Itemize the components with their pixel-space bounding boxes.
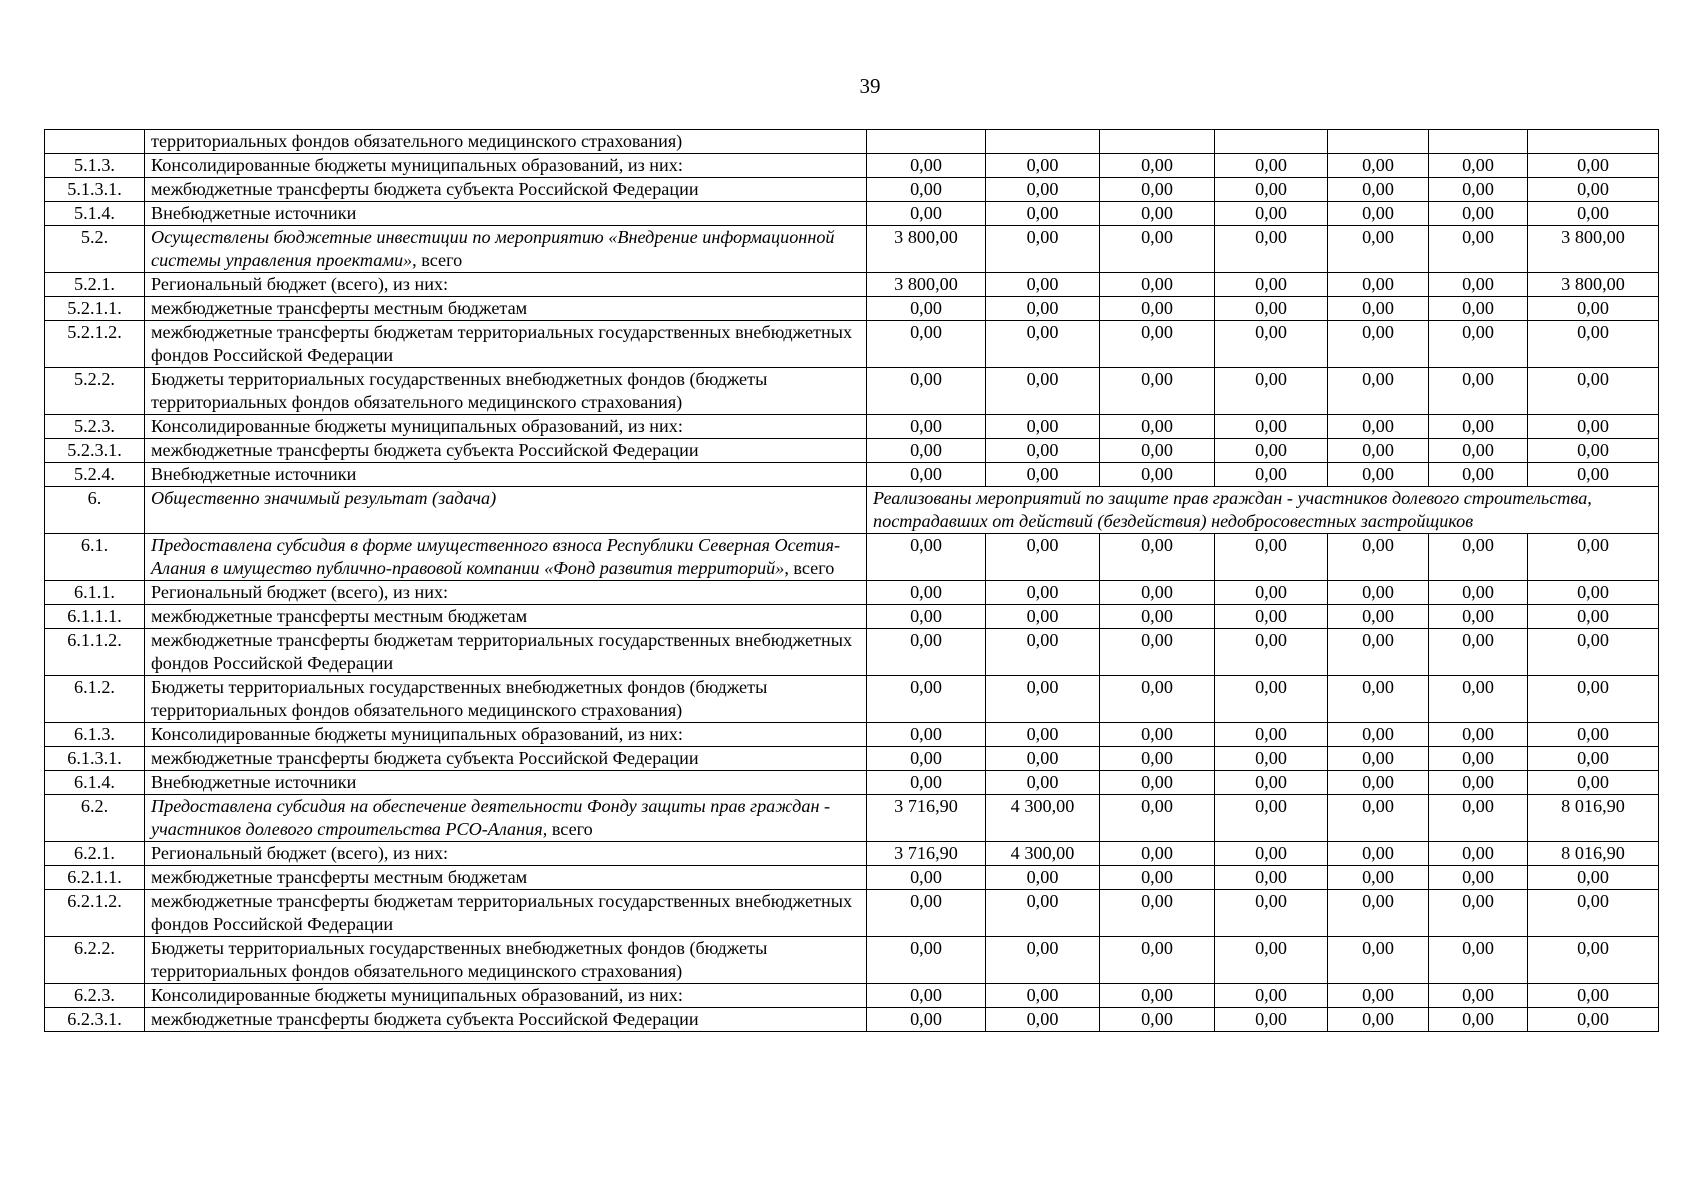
- value-cell: 0,00: [1429, 676, 1528, 723]
- table-row: [45, 130, 1659, 154]
- value-cell: 0,00: [986, 747, 1100, 771]
- value-cell: 0,00: [1328, 534, 1429, 581]
- value-cell: 0,00: [1429, 581, 1528, 605]
- value-cell: 0,00: [867, 605, 986, 629]
- value-cell: 0,00: [986, 937, 1100, 984]
- table-row: [45, 676, 1659, 723]
- table-row: [45, 297, 1659, 321]
- table-row: [45, 273, 1659, 297]
- row-number-cell: 6.2.3.1.: [45, 1008, 145, 1032]
- value-cell: 0,00: [1100, 747, 1215, 771]
- value-cell: 0,00: [986, 154, 1100, 178]
- value-cell: 0,00: [1528, 890, 1659, 937]
- row-description-italic: Осуществлены бюджетные инвестиции по мероприятию «Внедрение информационной системы управления проектами»: [151, 227, 835, 270]
- row-number-cell: 5.1.4.: [45, 202, 145, 226]
- value-cell: [867, 130, 986, 154]
- value-cell: 0,00: [867, 1008, 986, 1032]
- value-cell: 0,00: [986, 463, 1100, 487]
- value-cell: 0,00: [1100, 842, 1215, 866]
- value-cell: 0,00: [1328, 676, 1429, 723]
- page-number: 39: [859, 74, 881, 98]
- value-cell: 0,00: [867, 771, 986, 795]
- value-cell: 0,00: [1528, 463, 1659, 487]
- row-description-cell: межбюджетные трансферты местным бюджетам: [145, 605, 867, 629]
- table-row: [45, 747, 1659, 771]
- value-cell: 0,00: [1429, 842, 1528, 866]
- row-number-cell: 6.1.1.1.: [45, 605, 145, 629]
- value-cell: 0,00: [1429, 629, 1528, 676]
- table-row: [45, 605, 1659, 629]
- value-cell: 3 716,90: [867, 795, 986, 842]
- value-cell: 0,00: [1328, 226, 1429, 273]
- row-description-suffix: , всего: [784, 558, 835, 578]
- value-cell: 0,00: [1328, 368, 1429, 415]
- value-cell: 0,00: [1215, 676, 1328, 723]
- value-cell: 0,00: [867, 321, 986, 368]
- value-cell: 4 300,00: [986, 795, 1100, 842]
- row-number-cell: 6.1.4.: [45, 771, 145, 795]
- value-cell: 0,00: [867, 866, 986, 890]
- value-cell: 0,00: [1215, 937, 1328, 984]
- value-cell: 0,00: [1215, 534, 1328, 581]
- value-cell: 0,00: [1328, 890, 1429, 937]
- value-cell: 0,00: [867, 202, 986, 226]
- value-cell: 0,00: [867, 154, 986, 178]
- value-cell: 0,00: [867, 984, 986, 1008]
- row-description-cell: Внебюджетные источники: [145, 771, 867, 795]
- row-number-cell: 5.2.3.: [45, 415, 145, 439]
- value-cell: 0,00: [1528, 534, 1659, 581]
- value-cell: 0,00: [986, 226, 1100, 273]
- value-cell: 0,00: [1528, 984, 1659, 1008]
- value-cell: 0,00: [1100, 984, 1215, 1008]
- row-number-cell: 6.2.2.: [45, 937, 145, 984]
- row-goal-cell: Реализованы мероприятий по защите прав граждан - участников долевого строительства, пострадавших от действий (бездействия) недобросовестных застройщиков: [867, 487, 1659, 534]
- value-cell: 0,00: [1100, 771, 1215, 795]
- value-cell: 0,00: [1215, 890, 1328, 937]
- table-row: [45, 984, 1659, 1008]
- value-cell: [986, 130, 1100, 154]
- value-cell: 0,00: [1429, 771, 1528, 795]
- value-cell: 0,00: [1328, 747, 1429, 771]
- value-cell: 0,00: [1100, 795, 1215, 842]
- table-row: [45, 178, 1659, 202]
- value-cell: 0,00: [986, 415, 1100, 439]
- value-cell: 8 016,90: [1528, 795, 1659, 842]
- value-cell: 0,00: [1429, 297, 1528, 321]
- value-cell: 0,00: [1100, 202, 1215, 226]
- table-row: [45, 226, 1659, 273]
- value-cell: 0,00: [986, 439, 1100, 463]
- value-cell: 0,00: [1100, 890, 1215, 937]
- table-row: [45, 439, 1659, 463]
- row-number-cell: 6.2.1.1.: [45, 866, 145, 890]
- value-cell: 0,00: [1528, 723, 1659, 747]
- value-cell: 0,00: [867, 297, 986, 321]
- value-cell: 0,00: [1328, 581, 1429, 605]
- row-description-cell: межбюджетные трансферты местным бюджетам: [145, 866, 867, 890]
- value-cell: 0,00: [986, 866, 1100, 890]
- value-cell: 0,00: [1429, 605, 1528, 629]
- value-cell: 0,00: [1215, 154, 1328, 178]
- value-cell: 0,00: [986, 297, 1100, 321]
- row-description-cell: Бюджеты территориальных государственных внебюджетных фондов (бюджеты территориальных фондов обязательного медицинского страхования): [145, 937, 867, 984]
- row-number-cell: 6.1.1.2.: [45, 629, 145, 676]
- value-cell: 0,00: [1100, 321, 1215, 368]
- value-cell: 0,00: [1215, 1008, 1328, 1032]
- value-cell: 0,00: [1215, 795, 1328, 842]
- value-cell: 0,00: [1328, 154, 1429, 178]
- row-number-cell: 6.2.1.2.: [45, 890, 145, 937]
- value-cell: 0,00: [986, 629, 1100, 676]
- value-cell: 0,00: [1328, 321, 1429, 368]
- row-description-cell: Бюджеты территориальных государственных внебюджетных фондов (бюджеты территориальных фондов обязательного медицинского страхования): [145, 368, 867, 415]
- value-cell: 0,00: [1429, 795, 1528, 842]
- value-cell: 0,00: [867, 439, 986, 463]
- value-cell: 0,00: [1328, 439, 1429, 463]
- value-cell: 0,00: [1328, 297, 1429, 321]
- value-cell: 0,00: [1528, 154, 1659, 178]
- table-row: [45, 202, 1659, 226]
- value-cell: 0,00: [1215, 415, 1328, 439]
- value-cell: 0,00: [1429, 534, 1528, 581]
- value-cell: 0,00: [1100, 415, 1215, 439]
- value-cell: [1528, 130, 1659, 154]
- value-cell: 0,00: [867, 676, 986, 723]
- row-description-cell: Региональный бюджет (всего), из них:: [145, 273, 867, 297]
- value-cell: 0,00: [986, 984, 1100, 1008]
- value-cell: 0,00: [1528, 297, 1659, 321]
- table-row: [45, 1008, 1659, 1032]
- row-number-cell: 5.1.3.1.: [45, 178, 145, 202]
- value-cell: 0,00: [1429, 866, 1528, 890]
- row-number-cell: 6.1.2.: [45, 676, 145, 723]
- value-cell: 0,00: [986, 890, 1100, 937]
- value-cell: [1429, 130, 1528, 154]
- value-cell: 0,00: [1215, 984, 1328, 1008]
- value-cell: 0,00: [1328, 463, 1429, 487]
- value-cell: 0,00: [986, 273, 1100, 297]
- value-cell: 0,00: [1528, 581, 1659, 605]
- value-cell: 0,00: [986, 534, 1100, 581]
- value-cell: 0,00: [1215, 321, 1328, 368]
- table-row: [45, 154, 1659, 178]
- value-cell: 0,00: [867, 747, 986, 771]
- row-description-cell: [145, 795, 867, 842]
- row-number-cell: 6.1.3.1.: [45, 747, 145, 771]
- value-cell: 0,00: [1528, 368, 1659, 415]
- table-row: [45, 723, 1659, 747]
- value-cell: 0,00: [1100, 463, 1215, 487]
- value-cell: [1215, 130, 1328, 154]
- value-cell: 0,00: [867, 463, 986, 487]
- value-cell: 0,00: [1100, 723, 1215, 747]
- table-row: [45, 842, 1659, 866]
- value-cell: 0,00: [1429, 937, 1528, 984]
- value-cell: 0,00: [1328, 723, 1429, 747]
- value-cell: 0,00: [1100, 178, 1215, 202]
- value-cell: 0,00: [1100, 368, 1215, 415]
- value-cell: 0,00: [1528, 937, 1659, 984]
- value-cell: 0,00: [867, 629, 986, 676]
- row-description-cell: Бюджеты территориальных государственных внебюджетных фондов (бюджеты территориальных фондов обязательного медицинского страхования): [145, 676, 867, 723]
- value-cell: 0,00: [867, 415, 986, 439]
- row-number-cell: 6.1.1.: [45, 581, 145, 605]
- row-description-cell: межбюджетные трансферты бюджетам территориальных государственных внебюджетных фондов Российской Федерации: [145, 890, 867, 937]
- value-cell: 3 800,00: [867, 273, 986, 297]
- value-cell: 0,00: [1100, 297, 1215, 321]
- value-cell: 0,00: [1215, 297, 1328, 321]
- value-cell: 0,00: [1528, 676, 1659, 723]
- value-cell: 0,00: [1100, 937, 1215, 984]
- value-cell: 0,00: [1328, 273, 1429, 297]
- value-cell: 0,00: [1528, 629, 1659, 676]
- table-body: [45, 130, 1659, 1032]
- row-number-cell: 6.2.: [45, 795, 145, 842]
- table-row: [45, 415, 1659, 439]
- value-cell: 0,00: [986, 605, 1100, 629]
- table-row: [45, 771, 1659, 795]
- table-row: [45, 795, 1659, 842]
- table-row: [45, 629, 1659, 676]
- value-cell: 0,00: [1215, 202, 1328, 226]
- value-cell: 0,00: [1528, 771, 1659, 795]
- value-cell: 0,00: [1528, 439, 1659, 463]
- row-description-cell: межбюджетные трансферты бюджета субъекта Российской Федерации: [145, 178, 867, 202]
- value-cell: 0,00: [986, 178, 1100, 202]
- value-cell: 0,00: [1328, 866, 1429, 890]
- value-cell: 0,00: [1528, 747, 1659, 771]
- value-cell: 0,00: [1100, 439, 1215, 463]
- value-cell: 0,00: [1100, 273, 1215, 297]
- value-cell: 0,00: [867, 890, 986, 937]
- value-cell: 0,00: [1100, 676, 1215, 723]
- value-cell: 0,00: [1100, 581, 1215, 605]
- row-number-cell: 5.2.1.: [45, 273, 145, 297]
- table-row: [45, 937, 1659, 984]
- value-cell: 0,00: [986, 771, 1100, 795]
- value-cell: 0,00: [1429, 463, 1528, 487]
- row-description-suffix: , всего: [412, 250, 463, 270]
- table-row: [45, 368, 1659, 415]
- value-cell: 0,00: [1328, 629, 1429, 676]
- value-cell: 0,00: [1328, 984, 1429, 1008]
- table-row: [45, 321, 1659, 368]
- value-cell: 0,00: [986, 723, 1100, 747]
- value-cell: 0,00: [1328, 202, 1429, 226]
- value-cell: 0,00: [1328, 415, 1429, 439]
- value-cell: 0,00: [1100, 226, 1215, 273]
- value-cell: 0,00: [867, 534, 986, 581]
- value-cell: 3 800,00: [1528, 273, 1659, 297]
- value-cell: 0,00: [1215, 771, 1328, 795]
- value-cell: 0,00: [1215, 866, 1328, 890]
- value-cell: 0,00: [1215, 368, 1328, 415]
- table-row: [45, 866, 1659, 890]
- value-cell: 0,00: [1528, 202, 1659, 226]
- value-cell: 0,00: [1328, 178, 1429, 202]
- row-number-cell: 6.2.1.: [45, 842, 145, 866]
- value-cell: 3 716,90: [867, 842, 986, 866]
- budget-table: [44, 129, 1659, 1032]
- value-cell: 0,00: [1215, 629, 1328, 676]
- value-cell: 0,00: [1328, 605, 1429, 629]
- value-cell: 0,00: [1528, 605, 1659, 629]
- value-cell: 0,00: [1215, 747, 1328, 771]
- value-cell: 0,00: [1100, 866, 1215, 890]
- row-description-cell: территориальных фондов обязательного медицинского страхования): [145, 130, 867, 154]
- value-cell: 0,00: [1328, 1008, 1429, 1032]
- row-description-cell: Региональный бюджет (всего), из них:: [145, 581, 867, 605]
- row-description-cell: Консолидированные бюджеты муниципальных образований, из них:: [145, 984, 867, 1008]
- row-description-cell: межбюджетные трансферты бюджета субъекта Российской Федерации: [145, 439, 867, 463]
- value-cell: 0,00: [1528, 178, 1659, 202]
- row-number-cell: 5.2.4.: [45, 463, 145, 487]
- value-cell: 0,00: [1429, 273, 1528, 297]
- value-cell: 0,00: [1328, 842, 1429, 866]
- row-description-cell: Консолидированные бюджеты муниципальных образований, из них:: [145, 154, 867, 178]
- value-cell: 0,00: [986, 676, 1100, 723]
- value-cell: 0,00: [1215, 605, 1328, 629]
- row-number-cell: 5.2.1.2.: [45, 321, 145, 368]
- value-cell: 0,00: [1429, 890, 1528, 937]
- row-number-cell: 6.1.: [45, 534, 145, 581]
- value-cell: 0,00: [986, 1008, 1100, 1032]
- value-cell: 0,00: [1429, 178, 1528, 202]
- row-description-cell: [145, 226, 867, 273]
- value-cell: 0,00: [1215, 463, 1328, 487]
- value-cell: 0,00: [867, 723, 986, 747]
- value-cell: 0,00: [867, 178, 986, 202]
- row-description-cell: межбюджетные трансферты местным бюджетам: [145, 297, 867, 321]
- row-number-cell: 5.2.: [45, 226, 145, 273]
- table-row: [45, 890, 1659, 937]
- value-cell: 0,00: [867, 368, 986, 415]
- value-cell: 0,00: [1429, 1008, 1528, 1032]
- value-cell: 0,00: [1100, 605, 1215, 629]
- value-cell: 0,00: [1528, 415, 1659, 439]
- value-cell: 0,00: [1100, 629, 1215, 676]
- value-cell: 0,00: [1528, 1008, 1659, 1032]
- value-cell: 0,00: [1429, 321, 1528, 368]
- value-cell: [1328, 130, 1429, 154]
- row-number-cell: 5.2.1.1.: [45, 297, 145, 321]
- value-cell: 0,00: [986, 581, 1100, 605]
- row-number-cell: 6.: [45, 487, 145, 534]
- row-description-cell: межбюджетные трансферты бюджета субъекта Российской Федерации: [145, 747, 867, 771]
- value-cell: 3 800,00: [867, 226, 986, 273]
- row-number-cell: 5.2.2.: [45, 368, 145, 415]
- row-description-cell: Внебюджетные источники: [145, 463, 867, 487]
- value-cell: 3 800,00: [1528, 226, 1659, 273]
- value-cell: 8 016,90: [1528, 842, 1659, 866]
- value-cell: 0,00: [986, 368, 1100, 415]
- value-cell: 0,00: [867, 581, 986, 605]
- table-row: [45, 487, 1659, 534]
- row-number-cell: [45, 130, 145, 154]
- value-cell: 0,00: [1429, 368, 1528, 415]
- value-cell: 0,00: [1429, 202, 1528, 226]
- row-number-cell: 6.1.3.: [45, 723, 145, 747]
- value-cell: 0,00: [1100, 1008, 1215, 1032]
- row-description-suffix: , всего: [542, 819, 593, 839]
- row-description-cell: межбюджетные трансферты бюджета субъекта Российской Федерации: [145, 1008, 867, 1032]
- value-cell: 0,00: [1528, 321, 1659, 368]
- value-cell: 0,00: [1328, 937, 1429, 984]
- value-cell: 0,00: [1429, 723, 1528, 747]
- value-cell: 0,00: [1429, 439, 1528, 463]
- value-cell: 0,00: [1528, 866, 1659, 890]
- row-number-cell: 5.2.3.1.: [45, 439, 145, 463]
- table-row: [45, 534, 1659, 581]
- row-description-italic: Предоставлена субсидия в форме имущественного взноса Республики Северная Осетия-Алания в имущество публично-правовой компании «Фонд развития территорий»: [151, 535, 841, 578]
- row-description-italic: Общественно значимый результат (задача): [151, 488, 497, 508]
- value-cell: 0,00: [986, 202, 1100, 226]
- row-description-cell: межбюджетные трансферты бюджетам территориальных государственных внебюджетных фондов Российской Федерации: [145, 321, 867, 368]
- value-cell: 0,00: [1429, 226, 1528, 273]
- value-cell: 4 300,00: [986, 842, 1100, 866]
- value-cell: 0,00: [1429, 154, 1528, 178]
- value-cell: 0,00: [1100, 534, 1215, 581]
- value-cell: 0,00: [1215, 273, 1328, 297]
- value-cell: 0,00: [1215, 723, 1328, 747]
- value-cell: [1100, 130, 1215, 154]
- row-description-italic: Предоставлена субсидия на обеспечение деятельности Фонду защиты прав граждан - участников долевого строительства РСО-Алания: [151, 796, 831, 839]
- value-cell: 0,00: [1215, 178, 1328, 202]
- value-cell: 0,00: [986, 321, 1100, 368]
- value-cell: 0,00: [1328, 795, 1429, 842]
- row-description-cell: [145, 487, 867, 534]
- value-cell: 0,00: [1215, 581, 1328, 605]
- value-cell: 0,00: [1215, 842, 1328, 866]
- row-description-cell: межбюджетные трансферты бюджетам территориальных государственных внебюджетных фондов Российской Федерации: [145, 629, 867, 676]
- row-number-cell: 6.2.3.: [45, 984, 145, 1008]
- value-cell: 0,00: [1100, 154, 1215, 178]
- table-row: [45, 463, 1659, 487]
- value-cell: 0,00: [1328, 771, 1429, 795]
- value-cell: 0,00: [1429, 415, 1528, 439]
- row-number-cell: 5.1.3.: [45, 154, 145, 178]
- table-row: [45, 581, 1659, 605]
- value-cell: 0,00: [1215, 439, 1328, 463]
- row-description-cell: Региональный бюджет (всего), из них:: [145, 842, 867, 866]
- row-description-cell: Консолидированные бюджеты муниципальных образований, из них:: [145, 723, 867, 747]
- row-description-cell: Консолидированные бюджеты муниципальных образований, из них:: [145, 415, 867, 439]
- row-description-cell: Внебюджетные источники: [145, 202, 867, 226]
- value-cell: 0,00: [867, 937, 986, 984]
- value-cell: 0,00: [1215, 226, 1328, 273]
- value-cell: 0,00: [1429, 984, 1528, 1008]
- row-description-cell: [145, 534, 867, 581]
- value-cell: 0,00: [1429, 747, 1528, 771]
